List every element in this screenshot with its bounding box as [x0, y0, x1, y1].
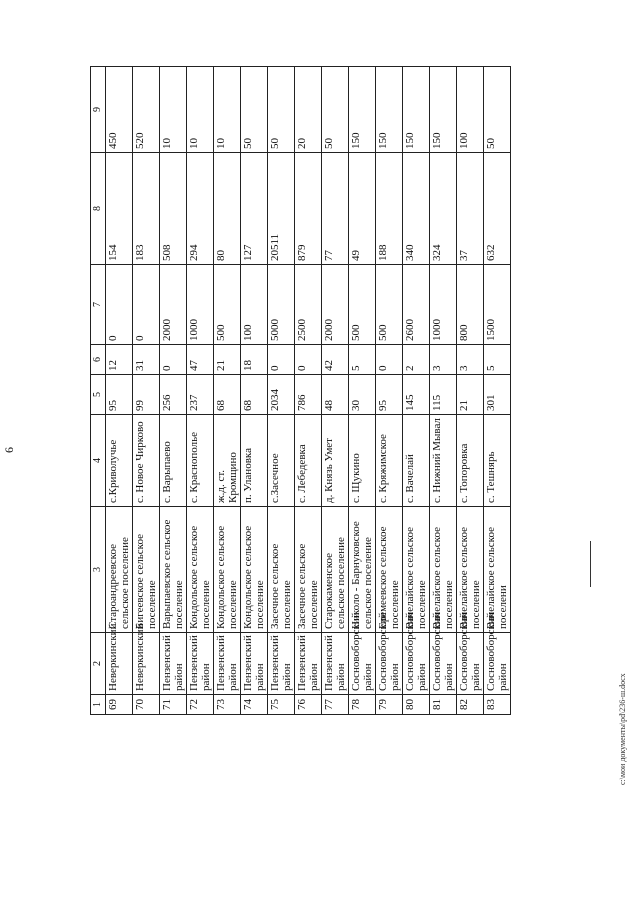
- table-cell: Неверкинский: [106, 633, 133, 695]
- column-header-5: 5: [91, 375, 106, 415]
- column-header-3: 3: [91, 507, 106, 633]
- table-cell: 0: [376, 345, 403, 375]
- table-cell: 100: [241, 265, 268, 345]
- table-cell: 188: [376, 153, 403, 265]
- table-cell: 150: [403, 67, 430, 153]
- table-cell: 520: [133, 67, 160, 153]
- table-cell: 0: [106, 265, 133, 345]
- table-cell: с. Краснополье: [187, 415, 214, 507]
- table-row: [376, 67, 403, 715]
- table-cell: Пензенский район: [295, 633, 322, 695]
- table-cell: ж.д. ст. Кромщино: [214, 415, 241, 507]
- table-cell: 37: [457, 153, 484, 265]
- table-cell: 68: [214, 375, 241, 415]
- table-cell: 70: [133, 695, 160, 715]
- table-cell: 145: [403, 375, 430, 415]
- table-cell: 80: [214, 153, 241, 265]
- table-cell: 294: [187, 153, 214, 265]
- table-cell: 340: [403, 153, 430, 265]
- table-cell: 73: [214, 695, 241, 715]
- table-cell: 632: [484, 153, 511, 265]
- table-cell: 49: [349, 153, 376, 265]
- table-cell: 100: [457, 67, 484, 153]
- table-cell: 95: [106, 375, 133, 415]
- table-cell: 301: [484, 375, 511, 415]
- table-cell: с. Лебедевка: [295, 415, 322, 507]
- table-cell: с.Засечное: [268, 415, 295, 507]
- table-cell: Кондольское сельское поселение: [241, 507, 268, 633]
- table-cell: Вачелайское сельское поселени: [484, 507, 511, 633]
- table-cell: Сосновоборский район: [484, 633, 511, 695]
- table-cell: 500: [376, 265, 403, 345]
- table-cell: Сосновоборский район: [457, 633, 484, 695]
- table-cell: Николо - Барнуковское сельское поселение: [349, 507, 376, 633]
- table-cell: с. Кряжимское: [376, 415, 403, 507]
- table-cell: Бигеевское сельское поселение: [133, 507, 160, 633]
- table-cell: 10: [187, 67, 214, 153]
- table-cell: 77: [322, 695, 349, 715]
- table-cell: 183: [133, 153, 160, 265]
- table-row: [457, 67, 484, 715]
- table-cell: 81: [430, 695, 457, 715]
- table-cell: 5000: [268, 265, 295, 345]
- table-row: [214, 67, 241, 715]
- column-header-4: 4: [91, 415, 106, 507]
- table-cell: 30: [349, 375, 376, 415]
- table-cell: Неверкинский: [133, 633, 160, 695]
- table-row: [349, 67, 376, 715]
- table-cell: 18: [241, 345, 268, 375]
- table-cell: 83: [484, 695, 511, 715]
- column-header-7: 7: [91, 265, 106, 345]
- table-cell: 50: [268, 67, 295, 153]
- table-cell: 0: [160, 345, 187, 375]
- table-cell: 500: [349, 265, 376, 345]
- table-cell: 256: [160, 375, 187, 415]
- table-cell: Пензенский район: [241, 633, 268, 695]
- table-cell: 0: [295, 345, 322, 375]
- table-cell: 10: [214, 67, 241, 153]
- table-row: [268, 67, 295, 715]
- table-cell: Сосновоборский район: [349, 633, 376, 695]
- table-cell: с.Криволучье: [106, 415, 133, 507]
- table-cell: 150: [349, 67, 376, 153]
- data-table: [90, 66, 511, 715]
- table-cell: Староандреевское сельское поселение: [106, 507, 133, 633]
- table-cell: с. Вачелай: [403, 415, 430, 507]
- table-cell: Кондольское сельское поселение: [214, 507, 241, 633]
- table-cell: 3: [457, 345, 484, 375]
- table-row: [295, 67, 322, 715]
- table-cell: 71: [160, 695, 187, 715]
- table-cell: Пензенский район: [268, 633, 295, 695]
- table-cell: 95: [376, 375, 403, 415]
- table-row: [133, 67, 160, 715]
- table-cell: 68: [241, 375, 268, 415]
- table-cell: 31: [133, 345, 160, 375]
- table-cell: 80: [403, 695, 430, 715]
- table-cell: 879: [295, 153, 322, 265]
- table-cell: с. Топоровка: [457, 415, 484, 507]
- table-cell: 74: [241, 695, 268, 715]
- table-cell: Кондольское сельское поселение: [187, 507, 214, 633]
- table-cell: Варыпаевское сельское поселение: [160, 507, 187, 633]
- table-cell: с. Тешнярь: [484, 415, 511, 507]
- table-cell: 20511: [268, 153, 295, 265]
- table-cell: 10: [160, 67, 187, 153]
- table-cell: 21: [214, 345, 241, 375]
- table-cell: 48: [322, 375, 349, 415]
- table-row: [484, 67, 511, 715]
- table-cell: 3: [430, 345, 457, 375]
- table-cell: с. Новое Чирково: [133, 415, 160, 507]
- table-cell: Сосновоборский район: [430, 633, 457, 695]
- table-cell: 82: [457, 695, 484, 715]
- table-cell: Пензенский район: [322, 633, 349, 695]
- table-cell: 237: [187, 375, 214, 415]
- table-cell: 50: [241, 67, 268, 153]
- table-cell: 324: [430, 153, 457, 265]
- table-cell: 1000: [187, 265, 214, 345]
- table-cell: 50: [484, 67, 511, 153]
- table-cell: Вачелайское сельское поселение: [457, 507, 484, 633]
- table-cell: Еремеевское сельское поселение: [376, 507, 403, 633]
- page-number: 6: [2, 447, 16, 453]
- table-cell: с. Варыпаево: [160, 415, 187, 507]
- column-header-9: 9: [91, 67, 106, 153]
- table-cell: Пензенский район: [160, 633, 187, 695]
- table-cell: 5: [349, 345, 376, 375]
- table-cell: 2500: [295, 265, 322, 345]
- table-row: [106, 67, 133, 715]
- footer-file-path: c:\мои документы\pd\236-ш.docx: [618, 673, 627, 785]
- table-cell: Вачелайское сельское поселение: [430, 507, 457, 633]
- table-cell: Засечное сельское поселение: [295, 507, 322, 633]
- table-cell: Сосновоборский район: [403, 633, 430, 695]
- table-cell: Пензенский район: [214, 633, 241, 695]
- table-cell: 2: [403, 345, 430, 375]
- column-header-1: 1: [91, 695, 106, 715]
- table-cell: 77: [322, 153, 349, 265]
- table-cell: 450: [106, 67, 133, 153]
- table-cell: 99: [133, 375, 160, 415]
- table-row: [430, 67, 457, 715]
- table-cell: 0: [268, 345, 295, 375]
- table-cell: 47: [187, 345, 214, 375]
- table-cell: 2000: [160, 265, 187, 345]
- table-cell: 154: [106, 153, 133, 265]
- table-cell: 500: [214, 265, 241, 345]
- table-cell: 0: [133, 265, 160, 345]
- table-cell: 69: [106, 695, 133, 715]
- table-cell: 2000: [322, 265, 349, 345]
- table-cell: 115: [430, 375, 457, 415]
- separator-line: [590, 541, 591, 587]
- table-row: [403, 67, 430, 715]
- table-cell: 508: [160, 153, 187, 265]
- table-row: [322, 67, 349, 715]
- table-cell: 800: [457, 265, 484, 345]
- table-cell: п. Улановка: [241, 415, 268, 507]
- table-cell: с. Нижний Мывал: [430, 415, 457, 507]
- table-cell: 78: [349, 695, 376, 715]
- table-cell: 150: [430, 67, 457, 153]
- table-cell: 21: [457, 375, 484, 415]
- table-cell: Пензенский район: [187, 633, 214, 695]
- table-cell: 127: [241, 153, 268, 265]
- table-cell: 12: [106, 345, 133, 375]
- table-cell: д. Князь Умет: [322, 415, 349, 507]
- table-cell: Засечное сельское поселение: [268, 507, 295, 633]
- table-cell: 72: [187, 695, 214, 715]
- table-cell: Сосновоборский район: [376, 633, 403, 695]
- table-cell: 2034: [268, 375, 295, 415]
- table-cell: 42: [322, 345, 349, 375]
- column-header-6: 6: [91, 345, 106, 375]
- table-cell: 20: [295, 67, 322, 153]
- table-cell: Вачелайское сельское поселение: [403, 507, 430, 633]
- table-cell: Старокаменское сельское поселение: [322, 507, 349, 633]
- column-header-8: 8: [91, 153, 106, 265]
- table-cell: 5: [484, 345, 511, 375]
- table-row: [160, 67, 187, 715]
- table-cell: 1000: [430, 265, 457, 345]
- header-row: [91, 67, 106, 715]
- table-cell: 786: [295, 375, 322, 415]
- table-cell: 150: [376, 67, 403, 153]
- table-cell: 76: [295, 695, 322, 715]
- table-row: [187, 67, 214, 715]
- table-cell: 2600: [403, 265, 430, 345]
- table-cell: 1500: [484, 265, 511, 345]
- table-cell: с. Щукино: [349, 415, 376, 507]
- column-header-2: 2: [91, 633, 106, 695]
- table-row: [241, 67, 268, 715]
- table-cell: 79: [376, 695, 403, 715]
- table-cell: 50: [322, 67, 349, 153]
- table-cell: 75: [268, 695, 295, 715]
